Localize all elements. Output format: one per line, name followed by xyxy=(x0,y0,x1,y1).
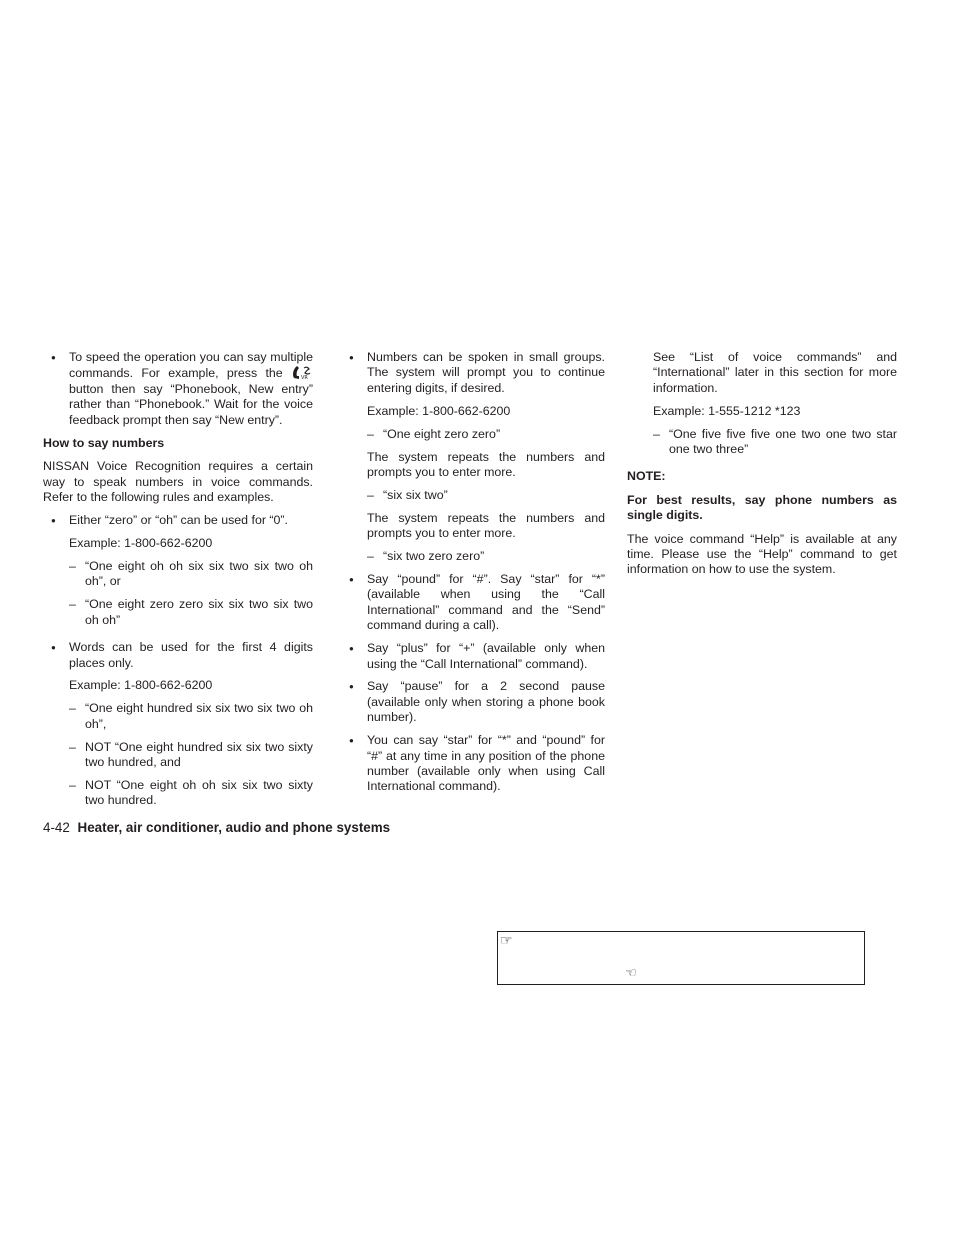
pointing-hand-icon: ☜ xyxy=(625,965,637,980)
note-label: NOTE: xyxy=(627,469,666,484)
bullet-star-pound-any-time: ● You can say “star” for “*” and “pound” for “#” at any time in any position of the phone number (available only when using Call International command). xyxy=(341,733,605,795)
dash-item: – NOT “One eight hundred six six two sixty two hundred, and xyxy=(69,739,313,770)
example-words-digits: Example: 1-800-662-6200 xyxy=(69,678,213,693)
dash-text: NOT “One eight oh oh six six two sixty two hundred. xyxy=(85,777,313,808)
page-footer xyxy=(43,820,390,835)
see-list-paragraph: See “List of voice commands” and “International” later in this section for more information. xyxy=(653,350,897,395)
dash-item: – “One five five five one two one two star one two three” xyxy=(653,426,897,457)
dash-text: “One five five five one two one two star one two three” xyxy=(669,426,897,457)
dash-item: – “six two zero zero” xyxy=(367,549,485,564)
example-international: Example: 1-555-1212 *123 xyxy=(653,403,801,418)
bullet-speed-operation xyxy=(43,350,313,428)
system-repeats-paragraph: The system repeats the numbers and prompts you to enter more. xyxy=(367,510,605,541)
dash-text: “six six two” xyxy=(383,487,448,502)
dash-text: “One eight zero zero” xyxy=(383,426,501,441)
dash-item: – “One eight oh oh six six two six two oh oh”, or xyxy=(69,558,313,589)
help-paragraph: The voice command “Help” is available at any time. Please use the “Help” command to get information on how to use the system. xyxy=(627,531,897,577)
pointing-hand-icon: ☞ xyxy=(500,932,513,948)
dash-item: – “One eight zero zero” xyxy=(367,426,501,441)
system-repeats-paragraph: The system repeats the numbers and prompts you to enter more. xyxy=(367,449,605,479)
bullet-zero-oh: ● Either “zero” or “oh” can be used for “0”. xyxy=(43,513,313,528)
dash-item: – “six six two” xyxy=(367,487,448,502)
how-to-say-numbers-heading: How to say numbers xyxy=(43,436,165,451)
bullet-pause: ● Say “pause” for a 2 second pause (available only when storing a phone book number). xyxy=(341,679,605,725)
section-title: Heater, air conditioner, audio and phone systems xyxy=(77,820,391,835)
dash-text: “One eight zero zero six six two six two oh oh” xyxy=(85,597,313,627)
dash-item: – “One eight hundred six six two six two oh oh”, xyxy=(69,701,313,731)
speed-operation-text-a: To speed the operation you can say multiple commands. For example, press the xyxy=(69,350,313,381)
page-number: 4-42 xyxy=(43,820,70,835)
dash-item: – “One eight zero zero six six two six two oh oh” xyxy=(69,597,313,627)
example-small-groups: Example: 1-800-662-6200 xyxy=(367,403,511,418)
dash-text: “One eight hundred six six two six two oh oh”, xyxy=(85,701,313,731)
reference-box xyxy=(497,931,865,985)
phone-talk-icon xyxy=(291,365,313,380)
bullet-small-groups: ● Numbers can be spoken in small groups. The system will prompt you to continue entering digits, if desired. xyxy=(341,350,605,396)
dash-text: “One eight oh oh six six two six two oh oh”, or xyxy=(85,558,313,589)
intro-paragraph: NISSAN Voice Recognition requires a certain way to speak numbers in voice commands. Refer to the following rules and examples. xyxy=(43,459,313,505)
dash-item: – NOT “One eight oh oh six six two sixty two hundred. xyxy=(69,777,313,808)
right-column xyxy=(627,350,897,585)
dash-text: “six two zero zero” xyxy=(383,549,485,564)
bullet-words-digits: ● Words can be used for the first 4 digits places only. xyxy=(43,640,313,671)
bullet-plus: ● Say “plus” for “+” (available only when using the “Call International” command). xyxy=(341,641,605,672)
svg-text:VR: VR xyxy=(300,375,308,381)
note-text: For best results, say phone numbers as single digits. xyxy=(627,492,897,523)
example-zero-oh: Example: 1-800-662-6200 xyxy=(69,536,213,551)
speed-operation-text-b: button then say “Phonebook, New entry” rather than “Phonebook.” Wait for the voice feedback prompt then say “New entry”. xyxy=(69,381,313,427)
bullet-pound-star: ● Say “pound” for “#”. Say “star” for “*” (available when using the “Call International” command and the “Send” command during a call). xyxy=(341,572,605,634)
left-column xyxy=(43,350,313,816)
middle-column xyxy=(341,350,605,802)
dash-text: NOT “One eight hundred six six two sixty two hundred, and xyxy=(85,739,313,770)
